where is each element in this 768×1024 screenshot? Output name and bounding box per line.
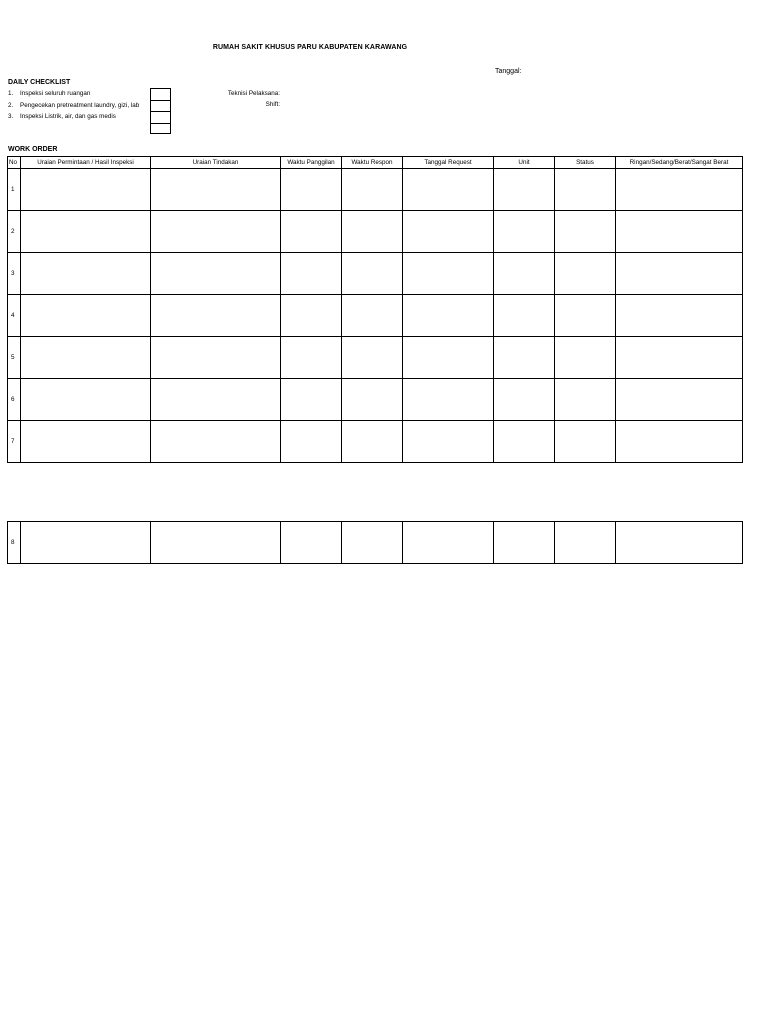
- checklist-item-label: Pengecekan pretreatment laundry, gizi, lab: [20, 102, 140, 109]
- work-order-header-row: [8, 157, 743, 169]
- request-cell[interactable]: [21, 295, 151, 337]
- column-header-status: Status: [555, 157, 616, 169]
- page-title: RUMAH SAKIT KHUSUS PARU KABUPATEN KARAWANG: [212, 44, 408, 51]
- response-time-cell[interactable]: [342, 421, 403, 463]
- severity-cell[interactable]: [616, 253, 743, 295]
- checklist-checkbox[interactable]: [151, 101, 170, 113]
- checklist-item-number: 1.: [8, 90, 14, 97]
- unit-cell[interactable]: [494, 337, 555, 379]
- response-time-cell[interactable]: [342, 295, 403, 337]
- unit-cell[interactable]: [494, 379, 555, 421]
- action-cell[interactable]: [151, 211, 281, 253]
- severity-cell[interactable]: [616, 295, 743, 337]
- request-cell[interactable]: [21, 421, 151, 463]
- work-order-table-continued: [7, 521, 743, 564]
- request-cell[interactable]: [21, 169, 151, 211]
- status-cell[interactable]: [555, 522, 616, 564]
- shift-label: Shift:: [265, 101, 280, 108]
- status-cell[interactable]: [555, 169, 616, 211]
- call-time-cell[interactable]: [281, 169, 342, 211]
- request-date-cell[interactable]: [403, 295, 494, 337]
- action-cell[interactable]: [151, 337, 281, 379]
- severity-cell[interactable]: [616, 211, 743, 253]
- unit-cell[interactable]: [494, 169, 555, 211]
- severity-cell[interactable]: [616, 522, 743, 564]
- row-number: 1: [8, 169, 21, 211]
- status-cell[interactable]: [555, 379, 616, 421]
- call-time-cell[interactable]: [281, 379, 342, 421]
- checklist-item-number: 3.: [8, 113, 14, 120]
- action-cell[interactable]: [151, 295, 281, 337]
- column-header-request-date: Tanggal Request: [403, 157, 494, 169]
- row-number: 5: [8, 337, 21, 379]
- request-date-cell[interactable]: [403, 169, 494, 211]
- status-cell[interactable]: [555, 295, 616, 337]
- date-label: Tanggal:: [495, 68, 522, 75]
- severity-cell[interactable]: [616, 421, 743, 463]
- request-date-cell[interactable]: [403, 421, 494, 463]
- work-order-table: [7, 156, 743, 463]
- daily-checklist-heading: DAILY CHECKLIST: [8, 79, 71, 86]
- response-time-cell[interactable]: [342, 169, 403, 211]
- response-time-cell[interactable]: [342, 253, 403, 295]
- call-time-cell[interactable]: [281, 522, 342, 564]
- table-row: [8, 337, 743, 379]
- checklist-checkbox-column: [150, 88, 171, 134]
- request-date-cell[interactable]: [403, 211, 494, 253]
- action-cell[interactable]: [151, 379, 281, 421]
- checklist-item-label: Inspeksi Listrik, air, dan gas medis: [20, 113, 116, 120]
- request-cell[interactable]: [21, 253, 151, 295]
- request-cell[interactable]: [21, 211, 151, 253]
- table-row: [8, 211, 743, 253]
- response-time-cell[interactable]: [342, 379, 403, 421]
- table-row: [8, 421, 743, 463]
- request-date-cell[interactable]: [403, 379, 494, 421]
- column-header-unit: Unit: [494, 157, 555, 169]
- row-number: 4: [8, 295, 21, 337]
- checklist-checkbox[interactable]: [151, 124, 170, 136]
- unit-cell[interactable]: [494, 421, 555, 463]
- status-cell[interactable]: [555, 211, 616, 253]
- row-number: 6: [8, 379, 21, 421]
- checklist-item-label: Inspeksi seluruh ruangan: [20, 90, 91, 97]
- column-header-request: Uraian Permintaan / Hasil Inspeksi: [21, 157, 151, 169]
- row-number: 7: [8, 421, 21, 463]
- checklist-item: [8, 102, 139, 109]
- table-row: [8, 522, 743, 564]
- row-number: 8: [8, 522, 21, 564]
- column-header-no: No: [8, 157, 21, 169]
- severity-cell[interactable]: [616, 169, 743, 211]
- status-cell[interactable]: [555, 253, 616, 295]
- table-row: [8, 295, 743, 337]
- request-cell[interactable]: [21, 337, 151, 379]
- unit-cell[interactable]: [494, 295, 555, 337]
- response-time-cell[interactable]: [342, 337, 403, 379]
- column-header-call-time: Waktu Panggilan: [281, 157, 342, 169]
- checklist-checkbox[interactable]: [151, 112, 170, 124]
- call-time-cell[interactable]: [281, 295, 342, 337]
- column-header-action: Uraian Tindakan: [151, 157, 281, 169]
- request-date-cell[interactable]: [403, 337, 494, 379]
- call-time-cell[interactable]: [281, 211, 342, 253]
- request-date-cell[interactable]: [403, 253, 494, 295]
- status-cell[interactable]: [555, 421, 616, 463]
- action-cell[interactable]: [151, 169, 281, 211]
- table-row: [8, 379, 743, 421]
- response-time-cell[interactable]: [342, 211, 403, 253]
- request-cell[interactable]: [21, 522, 151, 564]
- action-cell[interactable]: [151, 522, 281, 564]
- unit-cell[interactable]: [494, 253, 555, 295]
- call-time-cell[interactable]: [281, 253, 342, 295]
- call-time-cell[interactable]: [281, 337, 342, 379]
- row-number: 3: [8, 253, 21, 295]
- call-time-cell[interactable]: [281, 421, 342, 463]
- checklist-item: [8, 113, 116, 120]
- checklist-item-number: 2.: [8, 102, 14, 109]
- severity-cell[interactable]: [616, 379, 743, 421]
- request-date-cell[interactable]: [403, 522, 494, 564]
- column-header-response-time: Waktu Respon: [342, 157, 403, 169]
- status-cell[interactable]: [555, 337, 616, 379]
- table-row: [8, 169, 743, 211]
- response-time-cell[interactable]: [342, 522, 403, 564]
- work-order-heading: WORK ORDER: [8, 146, 58, 153]
- action-cell[interactable]: [151, 421, 281, 463]
- checklist-item: [8, 90, 90, 97]
- checklist-checkbox[interactable]: [151, 89, 170, 101]
- unit-cell[interactable]: [494, 522, 555, 564]
- technician-label: Teknisi Pelaksana:: [227, 90, 280, 97]
- row-number: 2: [8, 211, 21, 253]
- unit-cell[interactable]: [494, 211, 555, 253]
- table-row: [8, 253, 743, 295]
- action-cell[interactable]: [151, 253, 281, 295]
- column-header-severity: Ringan/Sedang/Berat/Sangat Berat: [616, 157, 743, 169]
- request-cell[interactable]: [21, 379, 151, 421]
- severity-cell[interactable]: [616, 337, 743, 379]
